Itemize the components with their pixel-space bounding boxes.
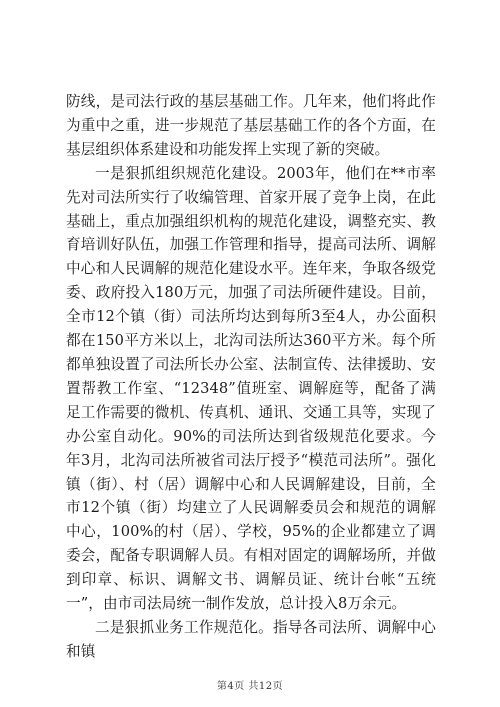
paragraph-organization-standardization: 一是狠抓组织规范化建设。2003年，他们在**市率先对司法所实行了收编管理、首家开展了竞争上岗，在此基础上，重点加强组织机构的规范化建设，调整充实、教育培训好队伍，加强工作管理和指导，提高司法所、调解中心和人民调解的规范化建设水平。连年来，争取各级党委、政府投入180万元，加强了司法所硬件建设。目前，全市12个镇（街）司法所均达到每所3至4人，办公面积都在150平方米以上，北沟司法所达360平方米。每个所都单独设置了司法所长办公室、法制宣传、法律援助、安置帮教工作室、“12348”值班室、调解庭等，配备了满足工作需要的微机、传真机、通讯、交通工具等，实现了办公室自动化。90%的司法所达到省级规范化要求。今年3月，北沟司法所被省司法厅授予“模范司法所”。强化镇（街）、村（居）调解中心和人民调解建设，目前，全市12个镇（街）均建立了人民调解委员会和规范的调解中心，100%的村（居）、学校，95%的企业都建立了调委会，配备专职调解人员。有相对固定的调解场所，并做到印章、标识、调解文书、调解员证、统计台帐“五统一”，由市司法局统一制作发放，总计投入8万余元。 [66,164,436,613]
paragraph-business-standardization: 二是狠抓业务工作规范化。指导各司法所、调解中心和镇 [66,618,436,660]
page-number-footer: 第4页 共12页 [216,681,284,692]
paragraph-continuation: 防线，是司法行政的基层基础工作。几年来，他们将此作为重中之重，进一步规范了基层基础工作的各个方面，在基层组织体系建设和功能发挥上实现了新的突破。 [66,93,436,158]
document-body [66,90,436,664]
